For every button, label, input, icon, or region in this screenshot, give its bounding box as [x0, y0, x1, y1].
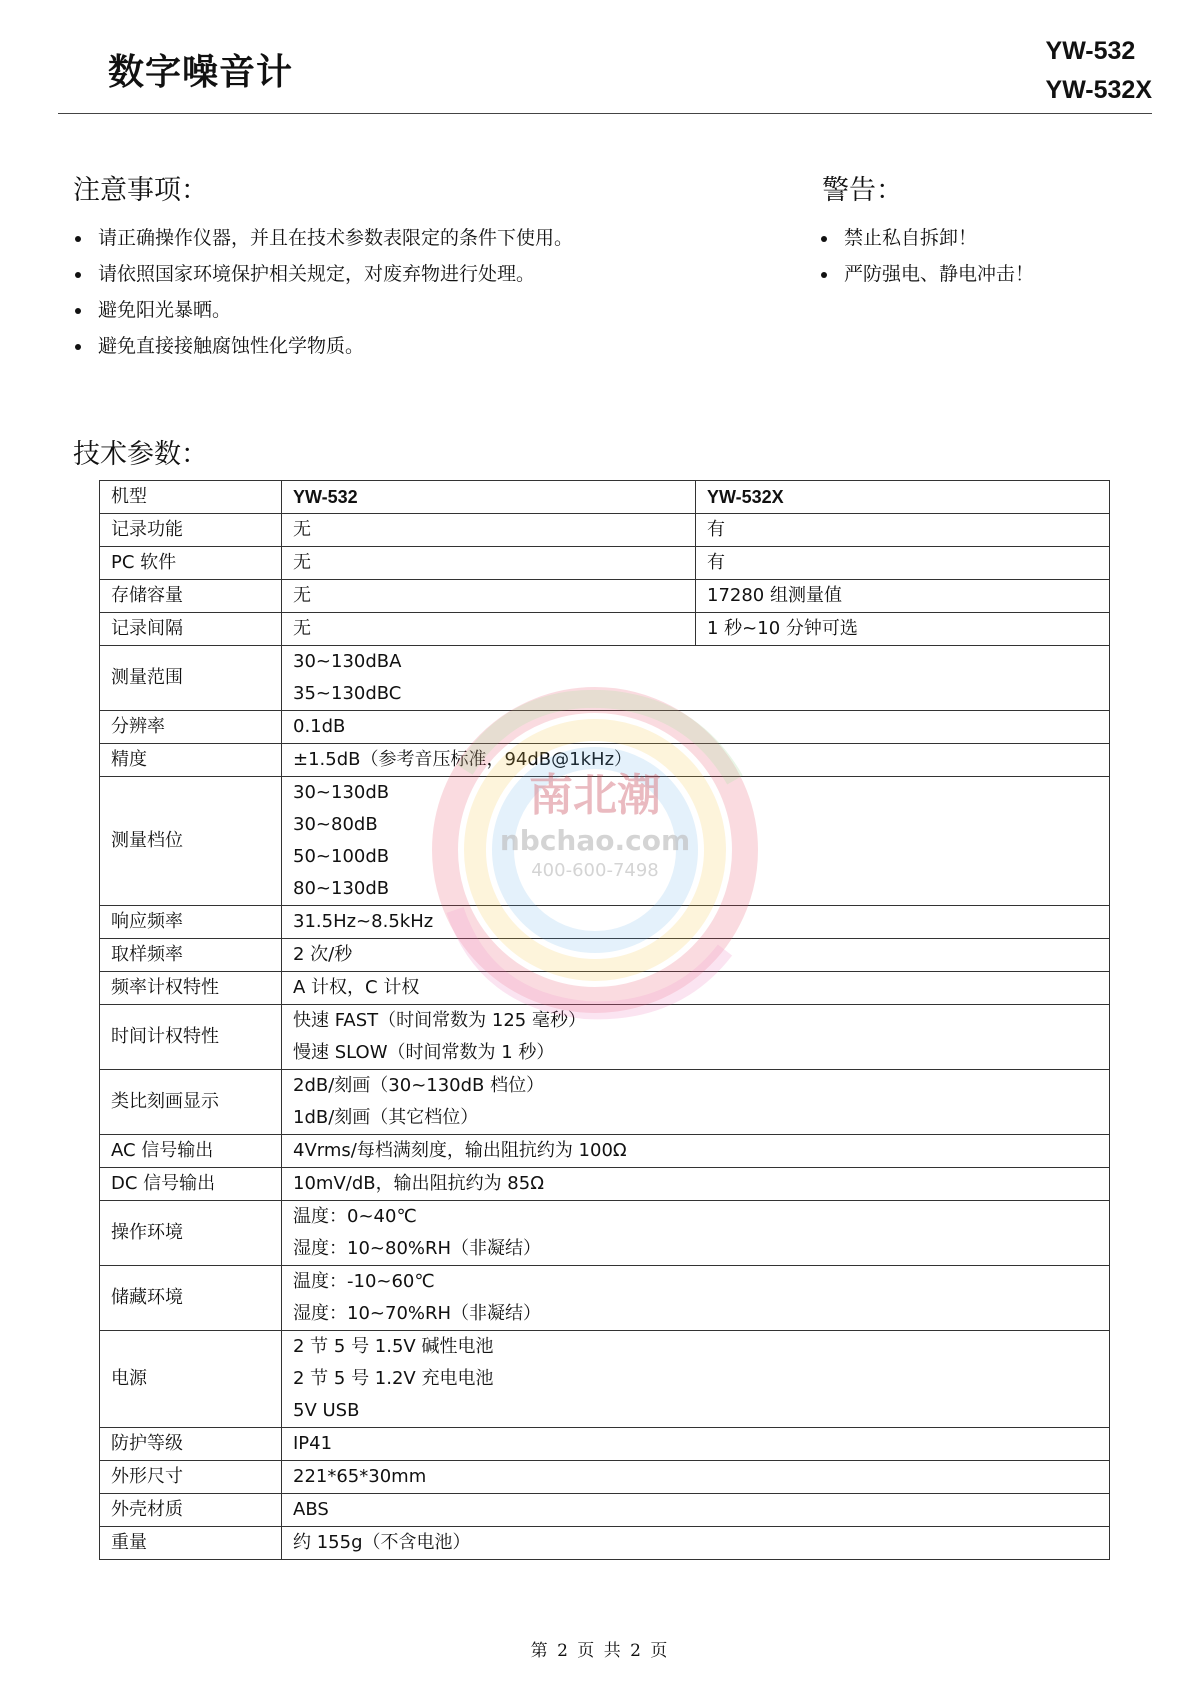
table-row — [100, 1527, 1110, 1560]
value-line: ABS — [293, 1499, 329, 1520]
value-cell — [282, 777, 1110, 906]
value-cell — [282, 580, 696, 613]
table-row — [100, 547, 1110, 580]
cell-text: 精度 — [111, 749, 147, 770]
value-line: 221*65*30mm — [293, 1466, 427, 1487]
table-row — [100, 1428, 1110, 1461]
value-cell — [282, 1428, 1110, 1461]
value-cell — [282, 1135, 1110, 1168]
row-label-cell — [100, 1005, 282, 1070]
value-line: 31.5Hz~8.5kHz — [293, 911, 434, 932]
cell-text: 无 — [293, 552, 311, 573]
table-row — [100, 1070, 1110, 1135]
value-line: 30~130dB — [293, 782, 390, 803]
cell-text: 储藏环境 — [111, 1287, 183, 1308]
table-header-row — [100, 481, 1110, 514]
cell-text: PC 软件 — [111, 552, 177, 573]
table-row — [100, 906, 1110, 939]
table-row — [100, 613, 1110, 646]
value-line: 4Vrms/每档满刻度，输出阻抗约为 100Ω — [293, 1140, 627, 1161]
value-line: 2dB/刻画（30~130dB 档位） — [293, 1075, 545, 1096]
value-line: 温度：0~40℃ — [293, 1206, 417, 1227]
cell-text: 时间计权特性 — [111, 1026, 219, 1047]
warning-heading: 警告： — [822, 175, 903, 206]
cell-text: 重量 — [111, 1532, 147, 1553]
row-label-cell — [100, 744, 282, 777]
row-label-cell — [100, 613, 282, 646]
model-number: YW-532 — [1045, 37, 1136, 65]
row-label-cell — [100, 1266, 282, 1331]
cell-text: 电源 — [111, 1368, 147, 1389]
value-line: 慢速 SLOW（时间常数为 1 秒） — [293, 1042, 555, 1063]
header-cell — [100, 481, 282, 514]
value-cell — [696, 547, 1110, 580]
row-label-cell — [100, 514, 282, 547]
value-cell — [282, 972, 1110, 1005]
value-line: 1dB/刻画（其它档位） — [293, 1107, 479, 1128]
table-row — [100, 1168, 1110, 1201]
cell-text: 记录功能 — [111, 519, 183, 540]
spec-table — [99, 480, 1110, 1560]
value-cell — [282, 1168, 1110, 1201]
row-label-cell — [100, 1168, 282, 1201]
row-label-cell — [100, 547, 282, 580]
table-row — [100, 1266, 1110, 1331]
value-line: ±1.5dB（参考音压标准，94dB@1kHz） — [293, 749, 633, 770]
cell-text: 测量范围 — [111, 667, 183, 688]
specs-heading: 技术参数： — [73, 439, 208, 470]
table-row — [100, 711, 1110, 744]
value-cell — [282, 547, 696, 580]
watermark-brand: 南北潮 — [529, 770, 661, 821]
table-row — [100, 1135, 1110, 1168]
row-label-cell — [100, 1070, 282, 1135]
table-row — [100, 1331, 1110, 1428]
list-item: 禁止私自拆卸！ — [818, 220, 1034, 256]
value-cell — [282, 613, 696, 646]
value-cell — [282, 646, 1110, 711]
row-label-cell — [100, 1494, 282, 1527]
table-row — [100, 744, 1110, 777]
value-cell — [282, 1266, 1110, 1331]
model-numbers — [1046, 32, 1152, 110]
cell-text: 机型 — [111, 486, 147, 507]
value-cell — [282, 711, 1110, 744]
value-cell — [282, 1005, 1110, 1070]
value-cell — [282, 1527, 1110, 1560]
value-line: 2 次/秒 — [293, 944, 353, 965]
value-line: 5V USB — [293, 1400, 360, 1421]
cell-text: 响应频率 — [111, 911, 183, 932]
table-row — [100, 1005, 1110, 1070]
notes-heading: 注意事项： — [73, 175, 208, 206]
value-line: 10mV/dB，输出阻抗约为 85Ω — [293, 1173, 544, 1194]
header-cell — [282, 481, 696, 514]
watermark-site: nbchao.com — [499, 824, 691, 857]
value-line: 30~80dB — [293, 814, 378, 835]
cell-text: 防护等级 — [111, 1433, 183, 1454]
row-label-cell — [100, 1428, 282, 1461]
list-item: 请正确操作仪器，并且在技术参数表限定的条件下使用。 — [72, 220, 573, 256]
value-line: 30~130dBA — [293, 651, 402, 672]
value-cell — [282, 1331, 1110, 1428]
value-line: 湿度：10~80%RH（非凝结） — [293, 1238, 542, 1259]
row-label-cell — [100, 906, 282, 939]
cell-text: YW-532X — [707, 487, 784, 507]
cell-text: AC 信号输出 — [111, 1140, 214, 1161]
list-item: 避免阳光暴晒。 — [72, 292, 573, 328]
row-label-cell — [100, 1201, 282, 1266]
cell-text: 测量档位 — [111, 830, 183, 851]
value-line: A 计权，C 计权 — [293, 977, 420, 998]
value-line: 温度：-10~60℃ — [293, 1271, 435, 1292]
value-line: 2 节 5 号 1.2V 充电电池 — [293, 1368, 494, 1389]
cell-text: 17280 组测量值 — [707, 585, 842, 606]
row-label-cell — [100, 646, 282, 711]
cell-text: 无 — [293, 585, 311, 606]
table-row — [100, 646, 1110, 711]
cell-text: 存储容量 — [111, 585, 183, 606]
cell-text: 记录间隔 — [111, 618, 183, 639]
notes-list — [72, 220, 573, 364]
value-cell — [282, 939, 1110, 972]
row-label-cell — [100, 777, 282, 906]
value-cell — [282, 1070, 1110, 1135]
table-row — [100, 972, 1110, 1005]
warning-list — [818, 220, 1034, 292]
value-line: 80~130dB — [293, 878, 390, 899]
page-footer: 第 2 页 共 2 页 — [530, 1641, 670, 1661]
table-row — [100, 777, 1110, 906]
cell-text: 1 秒~10 分钟可选 — [707, 618, 858, 639]
value-cell — [282, 744, 1110, 777]
value-line: 50~100dB — [293, 846, 390, 867]
list-item: 避免直接接触腐蚀性化学物质。 — [72, 328, 573, 364]
value-line: 0.1dB — [293, 716, 346, 737]
cell-text: 有 — [707, 519, 725, 540]
cell-text: 类比刻画显示 — [111, 1091, 219, 1112]
cell-text: 频率计权特性 — [111, 977, 219, 998]
value-line: 约 155g（不含电池） — [293, 1532, 471, 1553]
list-item: 严防强电、静电冲击！ — [818, 256, 1034, 292]
cell-text: 操作环境 — [111, 1222, 183, 1243]
row-label-cell — [100, 939, 282, 972]
cell-text: 无 — [293, 519, 311, 540]
document-title: 数字噪音计 — [108, 52, 294, 93]
value-cell — [282, 1461, 1110, 1494]
cell-text: 外壳材质 — [111, 1499, 183, 1520]
table-row — [100, 580, 1110, 613]
row-label-cell — [100, 972, 282, 1005]
row-label-cell — [100, 1461, 282, 1494]
model-number: YW-532X — [1045, 76, 1152, 104]
row-label-cell — [100, 1527, 282, 1560]
row-label-cell — [100, 580, 282, 613]
row-label-cell — [100, 1135, 282, 1168]
row-label-cell — [100, 1331, 282, 1428]
watermark-phone: 400-600-7498 — [531, 860, 659, 881]
cell-text: 取样频率 — [111, 944, 183, 965]
value-cell — [282, 1201, 1110, 1266]
table-row — [100, 514, 1110, 547]
value-cell — [282, 514, 696, 547]
value-cell — [282, 1494, 1110, 1527]
list-item: 请依照国家环境保护相关规定，对废弃物进行处理。 — [72, 256, 573, 292]
table-row — [100, 1461, 1110, 1494]
value-line: IP41 — [293, 1433, 333, 1454]
cell-text: DC 信号输出 — [111, 1173, 216, 1194]
cell-text: 分辨率 — [111, 716, 165, 737]
value-line: 湿度：10~70%RH（非凝结） — [293, 1303, 542, 1324]
value-line: 2 节 5 号 1.5V 碱性电池 — [293, 1336, 494, 1357]
value-line: 35~130dBC — [293, 683, 402, 704]
cell-text: 有 — [707, 552, 725, 573]
value-cell — [696, 580, 1110, 613]
header-cell — [696, 481, 1110, 514]
table-row — [100, 1201, 1110, 1266]
value-cell — [696, 514, 1110, 547]
header-divider — [58, 113, 1152, 114]
table-row — [100, 939, 1110, 972]
table-row — [100, 1494, 1110, 1527]
cell-text: 无 — [293, 618, 311, 639]
cell-text: 外形尺寸 — [111, 1466, 183, 1487]
value-cell — [696, 613, 1110, 646]
cell-text: YW-532 — [293, 487, 358, 507]
value-line: 快速 FAST（时间常数为 125 毫秒） — [293, 1010, 586, 1031]
row-label-cell — [100, 711, 282, 744]
value-cell — [282, 906, 1110, 939]
